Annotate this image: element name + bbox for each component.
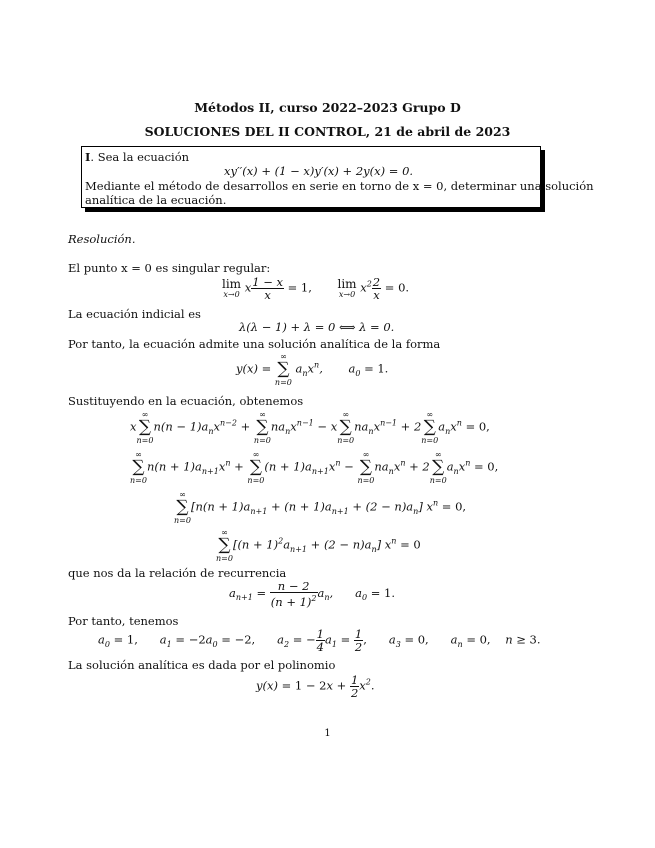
problem-equation: xy′′(x) + (1 − x)y′(x) + 2y(x) = 0. [224, 164, 414, 178]
equation-limits: lim x→0 x $\frac{1 - x}{x}$ = 1, lim x→0 $x^2$ $\frac{2}{x}$ = 0. [222, 275, 410, 302]
paragraph-tenemos: Por tanto, tenemos [68, 614, 179, 628]
problem-box [81, 146, 594, 208]
equation-coefficients: $a_0 = 1$, $a_1 = -2a_0 = -2$, $a_2$ = − $\frac{1}{4}$ $a_1$ = $\frac{1}{2}$ , $a_3 = 0$, $a_n = 0$, n ≥ 3. [98, 627, 541, 654]
document-title: Métodos II, curso 2022–2023 Grupo D [194, 100, 461, 115]
equation-recurrence: $a_{n+1}$ = $\frac{n - 2}{(n + 1)^2}$ $a_n$, $a_0 = 1$. [229, 579, 395, 609]
paragraph-sustituyendo: Sustituyendo en la ecuación, obtenemos [68, 394, 304, 408]
resolucion-heading: Resolución. [68, 232, 136, 246]
equation-polynomial: y(x) = 1 − 2x + $\frac{1}{2}$ $x^2$. [256, 673, 375, 700]
paragraph-admite: Por tanto, la ecuación admite una solución analítica de la forma [68, 337, 441, 351]
equation-series: y(x) = ∞ ∑ n=0 $a_nx^n$, $a_0 = 1$. [236, 352, 389, 387]
equation-substitution-1: x ∞ ∑ n=0 $n(n - 1)a_nx^{n-2}$ + ∞ ∑ n=0 $na_nx^{n-1} - x$ ∞ ∑ n=0 $na_nx^{n-1} + 2$ ∞ ∑ n=0 $a_nx^n = 0$, [130, 410, 490, 445]
problem-label: I [85, 150, 91, 164]
problem-intro: . Sea la ecuación [90, 150, 190, 164]
equation-substitution-2: ∞ ∑ n=0 $n(n + 1)a_{n+1}x^n$ + ∞ ∑ n=0 $(n + 1)a_{n+1}x^n$ − ∞ ∑ n=0 $na_nx^n + 2$ ∞ ∑ n=0 $a_nx^n = 0$, [130, 450, 499, 485]
equation-substitution-3: ∞ ∑ n=0 $[n(n + 1)a_{n+1} + (n + 1)a_{n+1} + (2 - n)a_n]$ $x^n = 0$, [174, 490, 467, 525]
equation-substitution-4: ∞ ∑ n=0 $[(n + 1)^2a_{n+1} + (2 - n)a_n]$ $x^n = 0$ [216, 528, 421, 563]
paragraph-indicial: La ecuación indicial es [68, 307, 201, 321]
page-number: 1 [324, 728, 331, 739]
document-subtitle: SOLUCIONES DEL II CONTROL, 21 de abril de 2023 [144, 124, 511, 139]
paragraph-singular: El punto x = 0 es singular regular: [68, 261, 271, 275]
equation-indicial: λ(λ − 1) + λ = 0 ⟺ λ = 0. [239, 320, 395, 334]
paragraph-recurrencia: que nos da la relación de recurrencia [68, 566, 287, 580]
paragraph-polinomio: La solución analítica es dada por el polinomio [68, 658, 336, 672]
problem-statement-1: Mediante el método de desarrollos en serie en torno de x = 0, determinar una solución [85, 179, 594, 193]
problem-statement-2: analítica de la ecuación. [85, 193, 227, 207]
problem-intro-line [85, 150, 189, 164]
